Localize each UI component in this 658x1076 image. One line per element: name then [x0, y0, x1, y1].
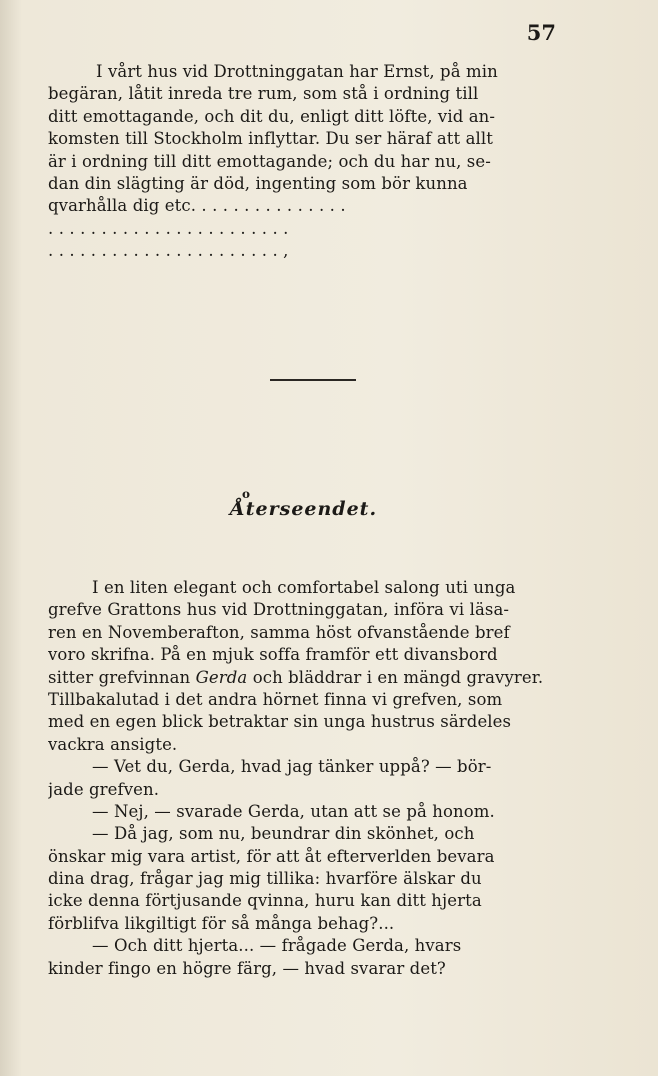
text-line: komsten till Stockholm inflyttar. Du ser häraf att allt	[48, 129, 493, 149]
text-line: grefve Grattons hus vid Drottninggatan, införa vi läsa-	[48, 600, 510, 620]
page-number: 57	[526, 20, 556, 45]
text-line: Tillbakalutad i det andra hörnet finna vi grefven, som	[48, 689, 503, 709]
dialogue-line: icke denna förtjusande qvinna, huru kan ditt hjerta	[48, 891, 482, 911]
text-line: ditt emottagande, och dit du, enligt ditt löfte, vid an-	[48, 106, 496, 126]
dialogue-line: — Vet du, Gerda, hvad jag tänker uppå? — bör-	[92, 757, 492, 777]
dialogue-line: önskar mig vara artist, för att åt efterverlden bevara	[48, 846, 495, 866]
dialogue-line: dina drag, frågar jag mig tillika: hvarföre älskar du	[48, 869, 482, 889]
text-line: vackra ansigte.	[48, 734, 178, 754]
text-line	[48, 667, 572, 689]
text-line: är i ordning till ditt emottagande; och du har nu, se-	[48, 151, 491, 171]
text-line: qvarhålla dig etc. . . . . . . . . . . . . . .	[48, 196, 346, 216]
text-line: med en egen blick betraktar sin unga hustrus särdeles	[48, 712, 512, 732]
section-heading: Återseendet.	[230, 498, 378, 520]
text-fragment: sitter grefvinnan	[48, 667, 191, 687]
ellipsis-row: . . . . . . . . . . . . . . . . . . . . . . .	[48, 218, 289, 238]
text-line: I en liten elegant och comfortabel salong uti unga	[92, 578, 516, 597]
dialogue-line: jade grefven.	[48, 779, 160, 799]
text-line: begäran, låtit inreda tre rum, som stå i ordning till	[48, 84, 479, 104]
heading-ornament: o	[242, 487, 251, 501]
ellipsis-row: . . . . . . . . . . . . . . . . . . . . . . ,	[48, 241, 289, 261]
letter-paragraph	[48, 61, 572, 263]
dialogue-line: förblifva likgiltigt för så många behag?...	[48, 913, 395, 933]
text-fragment: och bläddrar i en mängd gravyrer.	[252, 667, 544, 687]
section-divider	[270, 379, 356, 381]
dialogue-line: — Nej, — svarade Gerda, utan att se på honom.	[92, 801, 495, 821]
text-line: dan din slägting är död, ingenting som bör kunna	[48, 173, 468, 193]
narrative-paragraph	[48, 577, 572, 980]
text-line: voro skrifna. På en mjuk soffa framför ett divansbord	[48, 645, 498, 665]
dialogue-line: kinder fingo en högre färg, — hvad svarar det?	[48, 958, 446, 978]
text-line: ren en Novemberafton, samma höst ofvanstående bref	[48, 622, 510, 642]
dialogue-line: — Då jag, som nu, beundrar din skönhet, och	[92, 824, 475, 844]
character-name: Gerda	[195, 667, 248, 687]
dialogue-line: — Och ditt hjerta... — frågade Gerda, hvars	[92, 936, 462, 956]
text-line: I vårt hus vid Drottninggatan har Ernst, på min	[96, 62, 498, 81]
